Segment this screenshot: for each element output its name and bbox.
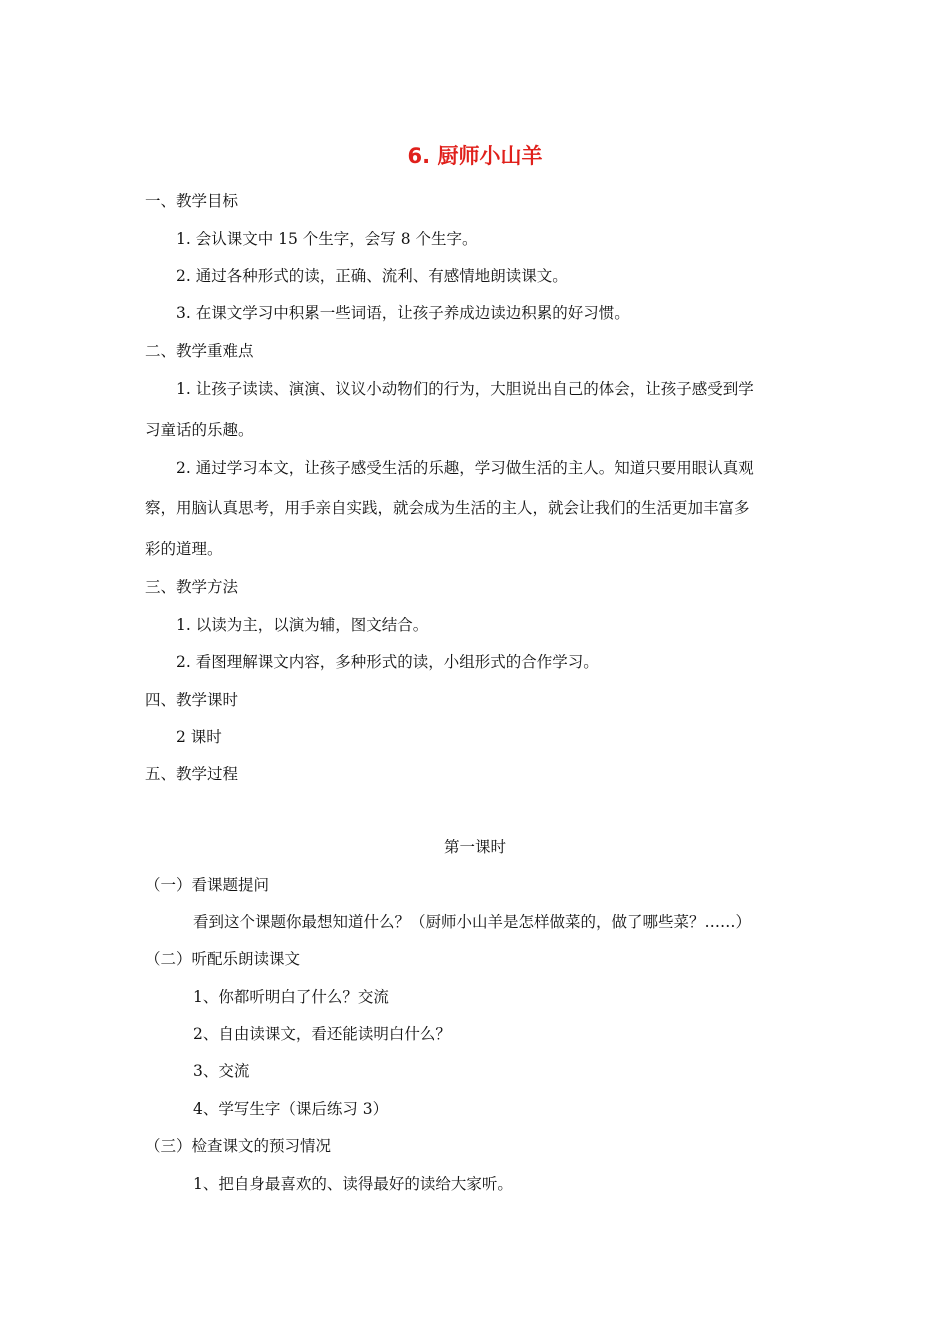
section-heading-methods: 三、教学方法 <box>145 578 239 596</box>
paragraph: 1. 让孩子读读、演演、议议小动物们的行为，大胆说出自己的体会，让孩子感受到学 <box>176 380 754 398</box>
section-heading-objectives: 一、教学目标 <box>145 192 239 210</box>
paragraph: 彩的道理。 <box>145 540 223 558</box>
paragraph: 3. 在课文学习中积累一些词语，让孩子养成边读边积累的好习惯。 <box>176 304 630 322</box>
list-item: 1、把自身最喜欢的、读得最好的读给大家听。 <box>193 1175 513 1193</box>
list-item: 4、学写生字（课后练习 3） <box>193 1100 389 1118</box>
list-item: 3、交流 <box>193 1062 250 1080</box>
lesson-heading: 第一课时 <box>443 838 506 856</box>
document-title: 6. 厨师小山羊 <box>407 144 543 168</box>
list-item: 1、你都听明白了什么？交流 <box>193 988 389 1006</box>
section-heading-key-points: 二、教学重难点 <box>145 342 254 360</box>
paragraph: 2 课时 <box>176 728 222 746</box>
paragraph: 习童话的乐趣。 <box>145 421 254 439</box>
list-item: 2、自由读课文，看还能读明白什么？ <box>193 1025 451 1043</box>
paragraph: 2. 通过各种形式的读，正确、流利、有感情地朗读课文。 <box>176 267 568 285</box>
paragraph: 察，用脑认真思考，用手亲自实践，就会成为生活的主人，就会让我们的生活更加丰富多 <box>145 499 750 517</box>
paragraph: 看到这个课题你最想知道什么？（厨师小山羊是怎样做菜的，做了哪些菜？……） <box>193 913 752 931</box>
paragraph: 1. 会认课文中 15 个生字，会写 8 个生字。 <box>176 230 478 248</box>
paragraph: 2. 看图理解课文内容，多种形式的读，小组形式的合作学习。 <box>176 653 599 671</box>
subsection-heading: （二）听配乐朗读课文 <box>145 950 301 968</box>
section-heading-process: 五、教学过程 <box>145 765 239 783</box>
section-heading-hours: 四、教学课时 <box>145 691 239 709</box>
subsection-heading: （一）看课题提问 <box>145 876 270 894</box>
subsection-heading: （三）检查课文的预习情况 <box>145 1137 332 1155</box>
paragraph: 2. 通过学习本文，让孩子感受生活的乐趣，学习做生活的主人。知道只要用眼认真观 <box>176 459 754 477</box>
paragraph: 1. 以读为主，以演为辅，图文结合。 <box>176 616 429 634</box>
